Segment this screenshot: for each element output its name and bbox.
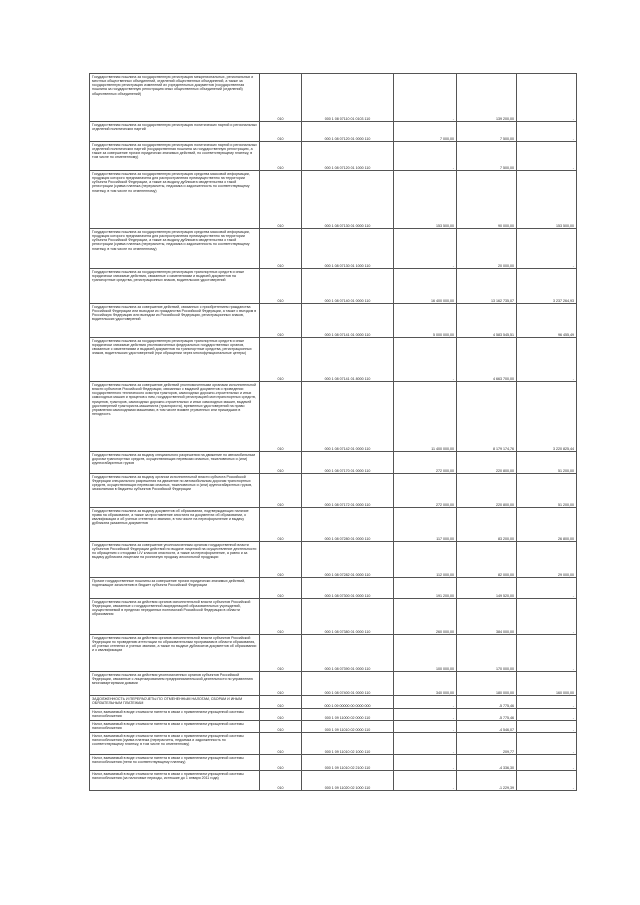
row-line-code: 010: [260, 599, 302, 635]
row-executed-amount: 149 520,00: [457, 578, 517, 599]
row-unexecuted-amount: 51 200,00: [517, 474, 577, 508]
row-unexecuted-amount: -: [517, 709, 577, 721]
row-approved-amount: 117 000,00: [394, 508, 457, 542]
row-unexecuted-amount: 3 220 825,44: [517, 382, 577, 452]
row-classification-code: 000 1 08 07172 01 0000 110: [302, 474, 394, 508]
table-row: [90, 171, 577, 229]
table-row: [90, 508, 577, 542]
row-unexecuted-amount: -: [517, 696, 577, 709]
table-row: [90, 635, 577, 672]
row-description: Прочие государственные пошлины за совершение прочих юридически значимых действий, подлежащие зачислению в бюджет субъекта Российской Федерации: [90, 578, 260, 599]
row-classification-code: 000 1 08 07280 01 0000 110: [302, 508, 394, 542]
row-description: Налог, взимаемый в виде стоимости патента в связи с применением упрощенной системы налогообложения: [90, 709, 260, 721]
row-line-code: 010: [260, 474, 302, 508]
row-description: Государственная пошлина за совершение действий уполномоченными органами исполнительной власти субъектов Российской Федерации, связанных с выдачей документов о проведении государственного технического осмотра тракторов, самоходных дорожно-строительных и иных самоходных машин и прицепов к ним, государственной регистрацией мототранспортных средств, прицепов, тракторов, самоходных дорожно-строительных и иных самоходных машин, выдачей удостоверений тракториста-машиниста (тракториста), временных удостоверений на право управления самоходными машинами, в том числе взамен утраченных или пришедших в негодность: [90, 382, 260, 452]
row-executed-amount: 20 000,00: [457, 229, 517, 269]
row-line-code: 010: [260, 733, 302, 755]
row-unexecuted-amount: -: [517, 142, 577, 171]
row-unexecuted-amount: 160 000,00: [517, 672, 577, 696]
row-description: Налог, взимаемый в виде стоимости патента в связи с применением упрощенной системы налогообложения (за налоговые периоды, истекшие до 1 января 2011 года): [90, 771, 260, 791]
row-description: Государственная пошлина за совершение уполномоченным органом государственной власти субъектов Российской Федерации действий по выдаче лицензий на осуществление деятельности по обращению с отходами I-IV классов опасности, а также за переоформление, а равно и за выдачу дубликата лицензии на розничную продажу алкогольной продукции: [90, 542, 260, 578]
row-unexecuted-amount: -: [517, 771, 577, 791]
row-line-code: 010: [260, 304, 302, 338]
row-classification-code: 000 1 09 11010 02 2100 110: [302, 755, 394, 771]
row-unexecuted-amount: -: [517, 733, 577, 755]
row-classification-code: 000 1 08 07282 01 0000 110: [302, 542, 394, 578]
row-classification-code: 000 1 08 07170 01 0000 110: [302, 452, 394, 474]
row-approved-amount: 272 000,00: [394, 474, 457, 508]
table-row: [90, 672, 577, 696]
row-unexecuted-amount: -: [517, 338, 577, 382]
row-unexecuted-amount: 96 455,49: [517, 304, 577, 338]
table-body: [90, 74, 577, 791]
row-unexecuted-amount: -: [517, 721, 577, 733]
report-page: [89, 73, 576, 791]
table-row: [90, 771, 577, 791]
row-approved-amount: -: [394, 229, 457, 269]
table-row: [90, 122, 577, 142]
row-classification-code: 000 1 08 07380 01 0000 110: [302, 599, 394, 635]
row-unexecuted-amount: -: [517, 635, 577, 672]
row-description: Государственная пошлина за государственную регистрацию межрегиональных, региональных и местных общественных объединений, отделений общественных объединений, а также за государственную регистрацию изменений их учредительных документов (государственная пошлина за государственную регистрацию иных общественных объединений (отделений) общественных объединений): [90, 74, 260, 122]
row-description: Государственная пошлина за государственную регистрацию средства массовой информации, продукция которого предназначена для распространения преимущественно на территории субъекта Российской Федерации, а также за выдачу дубликата свидетельства о такой регистрации (сумма платежа (перерасчеты, недоимка и задолженность по соответствующему платежу, в том числе по отмененному): [90, 171, 260, 229]
row-classification-code: 000 1 08 07141 01 8000 110: [302, 338, 394, 382]
table-row: [90, 452, 577, 474]
row-approved-amount: 100 000,00: [394, 635, 457, 672]
row-approved-amount: 340 000,00: [394, 672, 457, 696]
row-executed-amount: 7 500,00: [457, 122, 517, 142]
row-classification-code: 000 1 08 07142 01 0000 110: [302, 382, 394, 452]
row-description: Государственная пошлина за действия органов исполнительной власти субъектов Российской Федерации, связанные с государственной аккредитацией образовательных учреждений, осуществляемой в пределах переданных полномочий Российской Федерации в области образования: [90, 599, 260, 635]
table-row: [90, 304, 577, 338]
table-row: [90, 142, 577, 171]
row-unexecuted-amount: -: [517, 578, 577, 599]
row-executed-amount: 209,77: [457, 733, 517, 755]
row-description: Государственная пошлина за выдачу специального разрешения на движение по автомобильным дорогам транспортных средств, осуществляющих перевозки опасных, тяжеловесных и (или) крупногабаритных грузов: [90, 452, 260, 474]
row-approved-amount: 11 400 000,00: [394, 382, 457, 452]
row-executed-amount: 220 800,00: [457, 452, 517, 474]
row-executed-amount: -4 546,07: [457, 721, 517, 733]
row-description: Налог, взимаемый в виде стоимости патента в связи с применением упрощенной системы налогообложения: [90, 721, 260, 733]
row-description: Налог, взимаемый в виде стоимости патента в связи с применением упрощенной системы налогообложения (сумма платежа (перерасчеты, недоимка и задолженность по соответствующему платежу, в том числе по отмененному): [90, 733, 260, 755]
row-classification-code: 000 1 09 11010 02 0000 110: [302, 721, 394, 733]
row-line-code: 010: [260, 171, 302, 229]
row-executed-amount: 82 000,00: [457, 542, 517, 578]
row-description: Государственная пошлина за выдачу документов об образовании, подтверждающих наличие права на образование, а также за проставление апостиля на документах об образовании, о квалификации и об ученых степенях и званиях, в том числе на переоформление и выдачу дубликата указанных документов: [90, 508, 260, 542]
row-approved-amount: -: [394, 696, 457, 709]
table-row: [90, 709, 577, 721]
table-row: [90, 74, 577, 122]
row-unexecuted-amount: -: [517, 599, 577, 635]
row-approved-amount: -: [394, 733, 457, 755]
table-row: [90, 733, 577, 755]
row-line-code: 010: [260, 338, 302, 382]
row-description: Государственная пошлина за государственную регистрацию политических партий и региональных отделений политических партий (государственная пошлина за государственную регистрацию, а также за совершение прочих юридически значимых действий, по соответствующему платежу, в том числе по отмененному): [90, 142, 260, 171]
row-classification-code: 000 1 09 00000 00 0000 000: [302, 696, 394, 709]
row-executed-amount: 220 800,00: [457, 474, 517, 508]
row-executed-amount: -1 229,39: [457, 771, 517, 791]
row-unexecuted-amount: 153 500,00: [517, 171, 577, 229]
table-row: [90, 542, 577, 578]
row-line-code: 010: [260, 709, 302, 721]
row-description: Государственная пошлина за государственную регистрацию транспортных средств и иные юридически значимые действия уполномоченных федеральных государственных органов, связанные с изменениями и выдачей документов на транспортные средства, регистрационных знаков, водительских удостоверений (при обращении через многофункциональные центры): [90, 338, 260, 382]
row-line-code: 010: [260, 269, 302, 304]
row-approved-amount: 272 000,00: [394, 452, 457, 474]
table-row: [90, 696, 577, 709]
row-description: Государственная пошлина за действия уполномоченных органов субъектов Российской Федерации, связанные с лицензированием предпринимательской деятельности по управлению многоквартирными домами: [90, 672, 260, 696]
row-classification-code: 000 1 08 07400 01 0000 110: [302, 672, 394, 696]
row-line-code: 010: [260, 771, 302, 791]
row-approved-amount: 7 000,00: [394, 122, 457, 142]
table-row: [90, 338, 577, 382]
row-approved-amount: 153 500,00: [394, 171, 457, 229]
row-description: Государственная пошлина за выдачу органом исполнительной власти субъекта Российской Федерации специального разрешения на движение по автомобильным дорогам транспортных средств, осуществляющих перевозки опасных, тяжеловесных и (или) крупногабаритных грузов, зачисляемая в бюджеты субъектов Российской Федерации: [90, 474, 260, 508]
row-classification-code: 000 1 09 11010 02 1000 110: [302, 733, 394, 755]
row-executed-amount: 170 000,00: [457, 635, 517, 672]
row-executed-amount: 13 162 735,07: [457, 269, 517, 304]
row-unexecuted-amount: 26 800,00: [517, 508, 577, 542]
row-executed-amount: 4 583 545,51: [457, 304, 517, 338]
row-approved-amount: 16 400 000,00: [394, 269, 457, 304]
row-line-code: 010: [260, 508, 302, 542]
row-unexecuted-amount: -: [517, 74, 577, 122]
row-description: Государственная пошлина за совершение действий, связанных с приобретением гражданства Российской Федерации или выходом из гражданства Российской Федерации, а также с въездом в Российскую Федерацию или выездом из Российской Федерации, регистрационных знаков, водительских удостоверений: [90, 304, 260, 338]
row-approved-amount: 191 200,00: [394, 578, 457, 599]
table-row: [90, 599, 577, 635]
row-classification-code: 000 1 08 07110 01 0103 110: [302, 74, 394, 122]
row-classification-code: 000 1 08 07300 01 0000 110: [302, 578, 394, 599]
row-description: ЗАДОЛЖЕННОСТЬ И ПЕРЕРАСЧЕТЫ ПО ОТМЕНЕННЫМ НАЛОГАМ, СБОРАМ И ИНЫМ ОБЯЗАТЕЛЬНЫМ ПЛАТЕЖАМ: [90, 696, 260, 709]
row-line-code: 010: [260, 142, 302, 171]
row-executed-amount: 90 000,00: [457, 171, 517, 229]
row-executed-amount: 8 179 174,76: [457, 382, 517, 452]
row-approved-amount: -: [394, 74, 457, 122]
table-row: [90, 578, 577, 599]
row-unexecuted-amount: 51 200,00: [517, 452, 577, 474]
table-row: [90, 269, 577, 304]
row-unexecuted-amount: -: [517, 122, 577, 142]
row-unexecuted-amount: -: [517, 229, 577, 269]
row-approved-amount: -: [394, 338, 457, 382]
row-line-code: 010: [260, 452, 302, 474]
table-row: [90, 755, 577, 771]
row-unexecuted-amount: -: [517, 755, 577, 771]
row-classification-code: 000 1 08 07130 01 1000 110: [302, 229, 394, 269]
row-executed-amount: 4 663 700,00: [457, 338, 517, 382]
row-executed-amount: 7 500,00: [457, 142, 517, 171]
row-line-code: 010: [260, 122, 302, 142]
row-classification-code: 000 1 08 07130 01 0000 110: [302, 171, 394, 229]
row-line-code: 010: [260, 74, 302, 122]
table-row: [90, 229, 577, 269]
row-line-code: 010: [260, 672, 302, 696]
table-row: [90, 721, 577, 733]
table-row: [90, 382, 577, 452]
row-classification-code: 000 1 08 07390 01 0000 110: [302, 635, 394, 672]
table-row: [90, 474, 577, 508]
row-approved-amount: -: [394, 721, 457, 733]
row-line-code: 010: [260, 721, 302, 733]
row-description: Государственная пошлина за государственную регистрацию транспортных средств и иные юридически значимые действия, связанные с изменениями и выдачей документов на транспортные средства, регистрационных знаков, водительских удостоверений: [90, 269, 260, 304]
row-approved-amount: -: [394, 771, 457, 791]
row-description: Государственная пошлина за действия органов исполнительной власти субъектов Российской Федерации по проведению аттестации по образовательным программам в области образования, об ученых степенях и ученых званиях, а также по выдаче дубликатов документов об образовании и о квалификации: [90, 635, 260, 672]
row-line-code: 010: [260, 229, 302, 269]
row-approved-amount: -: [394, 755, 457, 771]
row-description: Государственная пошлина за государственную регистрацию средства массовой информации, продукция которого предназначена для распространения преимущественно на территории субъекта Российской Федерации, а также за выдачу дубликата свидетельства о такой регистрации (сумма платежа (перерасчеты, недоимка и задолженность по соответствующему платежу, в том числе по отмененному): [90, 229, 260, 269]
row-executed-amount: -4 336,30: [457, 755, 517, 771]
row-classification-code: 000 1 08 07141 01 0000 110: [302, 304, 394, 338]
row-executed-amount: 83 200,00: [457, 508, 517, 542]
revenue-table: [89, 73, 577, 791]
row-line-code: 010: [260, 382, 302, 452]
row-classification-code: 000 1 08 07120 01 0000 110: [302, 122, 394, 142]
row-executed-amount: 180 000,00: [457, 672, 517, 696]
row-approved-amount: -: [394, 142, 457, 171]
row-line-code: 010: [260, 578, 302, 599]
row-line-code: 010: [260, 755, 302, 771]
row-executed-amount: -5 775,46: [457, 696, 517, 709]
row-line-code: 010: [260, 635, 302, 672]
row-approved-amount: -: [394, 709, 457, 721]
row-classification-code: 000 1 08 07140 01 0000 110: [302, 269, 394, 304]
row-approved-amount: 260 000,00: [394, 599, 457, 635]
row-executed-amount: -5 775,46: [457, 709, 517, 721]
row-unexecuted-amount: 3 237 264,93: [517, 269, 577, 304]
row-unexecuted-amount: 29 000,00: [517, 542, 577, 578]
row-approved-amount: 112 000,00: [394, 542, 457, 578]
row-classification-code: 000 1 09 11000 02 0000 110: [302, 709, 394, 721]
row-description: Налог, взимаемый в виде стоимости патента в связи с применением упрощенной системы налогообложения (пени по соответствующему платежу): [90, 755, 260, 771]
row-executed-amount: 139 200,00: [457, 74, 517, 122]
row-classification-code: 000 1 08 07120 01 1000 110: [302, 142, 394, 171]
row-approved-amount: 5 000 000,00: [394, 304, 457, 338]
row-line-code: 010: [260, 542, 302, 578]
row-classification-code: 000 1 09 11020 02 1000 110: [302, 771, 394, 791]
row-executed-amount: 384 000,00: [457, 599, 517, 635]
row-line-code: 010: [260, 696, 302, 709]
row-description: Государственная пошлина за государственную регистрацию политических партий и региональных отделений политических партий: [90, 122, 260, 142]
